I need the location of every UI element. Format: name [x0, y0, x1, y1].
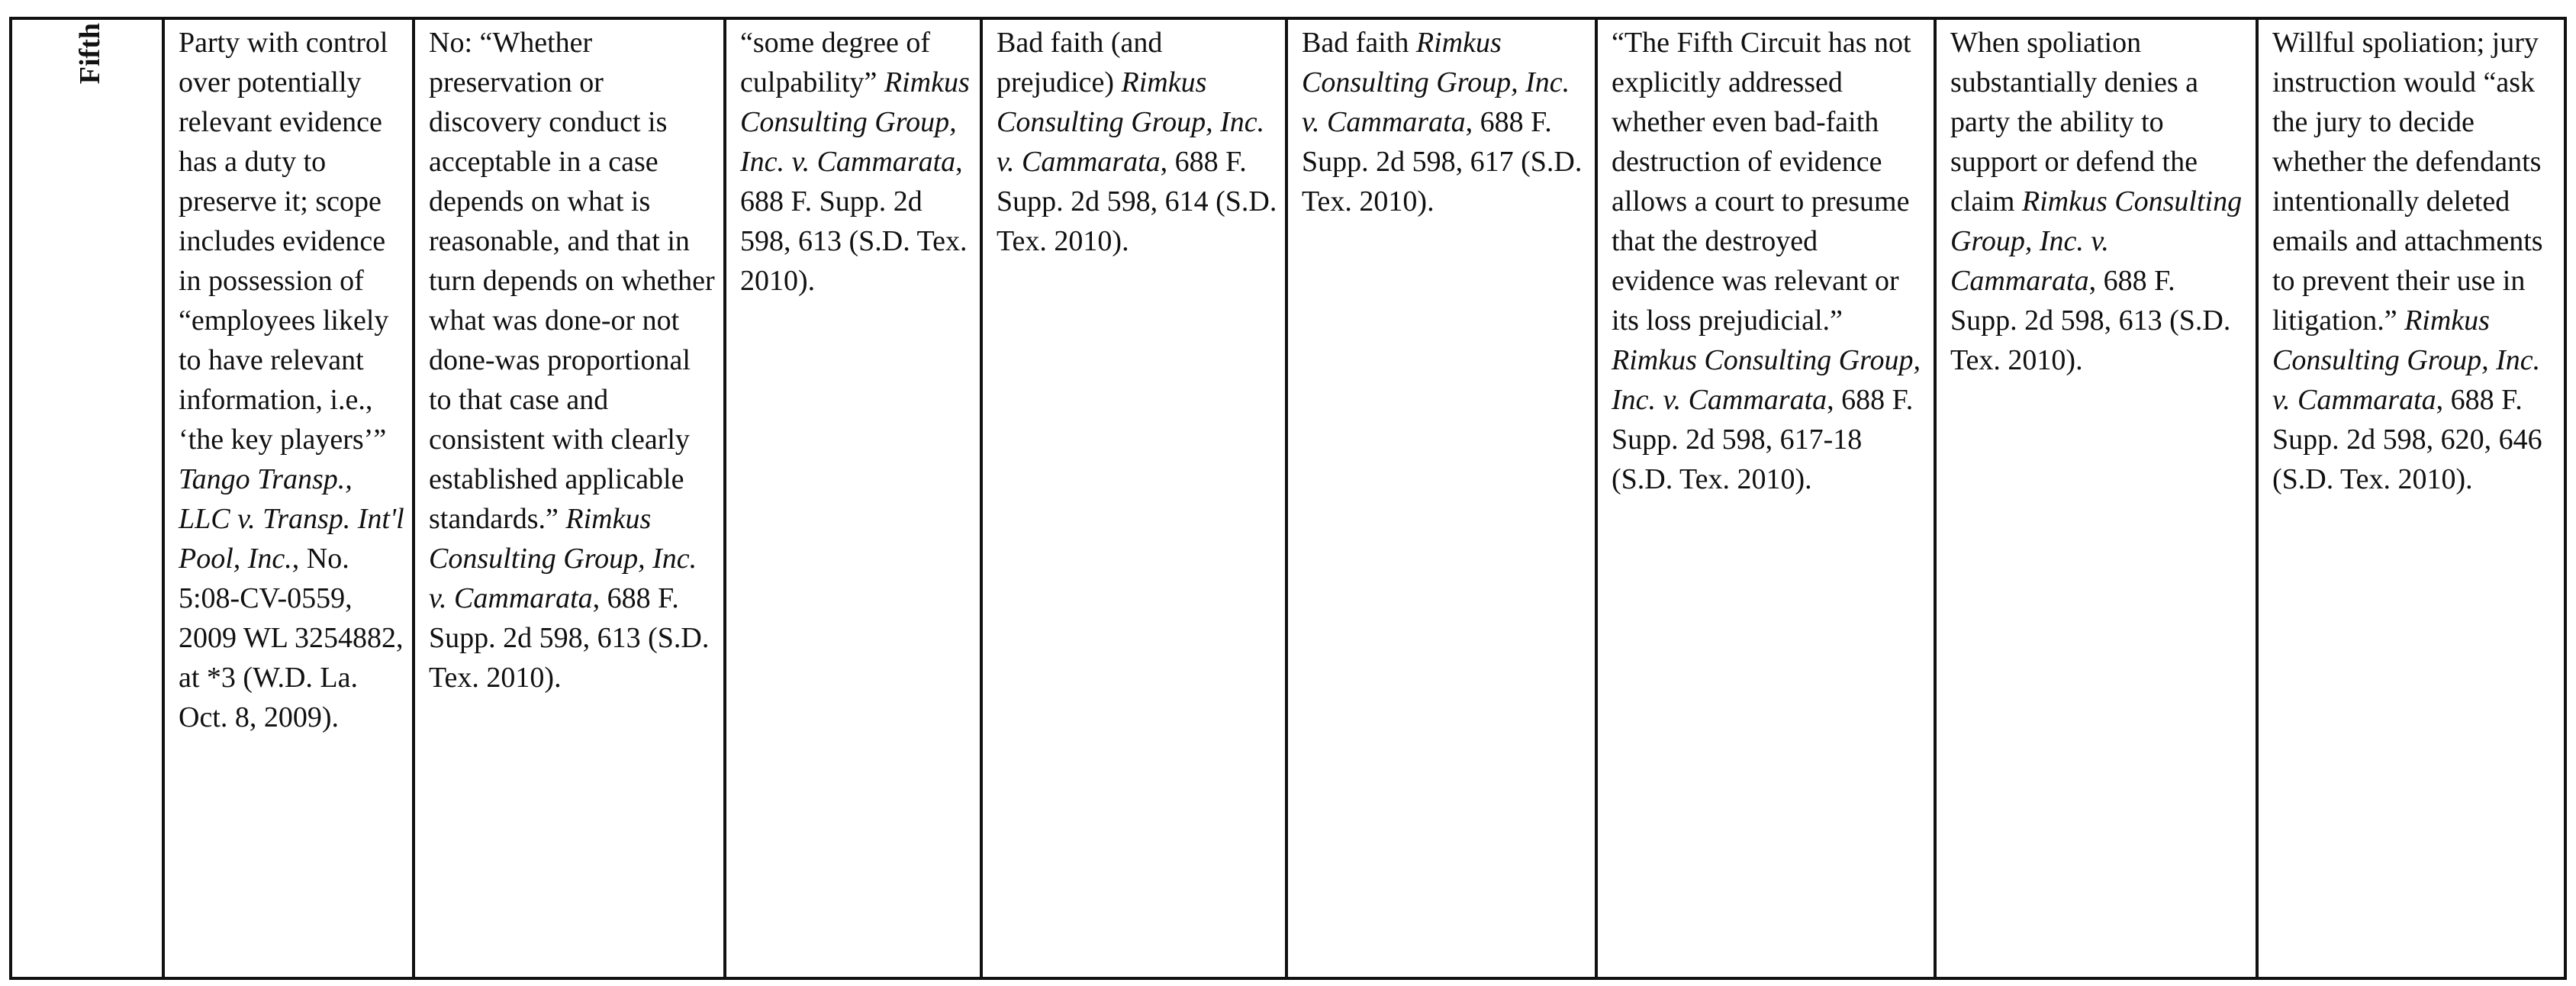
culpability-state-cell — [725, 18, 981, 978]
case-cite: , No. 5:08-CV-0559, 2009 WL 3254882, at *3 (W.D. La. Oct. 8, 2009). — [179, 543, 404, 733]
case-name: Rimkus Consulting Group, Inc. v. Cammarata — [1950, 185, 2243, 297]
case-cite: , 688 F. Supp. 2d 598, 613 (S.D. Tex. 2010). — [740, 146, 968, 297]
table-row — [11, 18, 2565, 978]
spoliation-table — [9, 17, 2567, 980]
case-cite: , 688 F. Supp. 2d 598, 613 (S.D. Tex. 2010). — [429, 582, 710, 694]
adverse-inference-culpability-text: Bad faith (and prejudice) Rimkus Consulting Group, Inc. v. Cammarata, 688 F. Supp. 2d 598, 614 (S.D. Tex. 2010). — [997, 27, 1277, 257]
duty-to-preserve-cell — [163, 18, 414, 978]
proportionality-text: No: “Whether preservation or discovery conduct is acceptable in a case depends on what is reasonable, and that in turn depends on whether what was done-or not done-was proportional to that case and consistent with clearly established applicable standards.” Rimkus Consulting Group, Inc. v. Cammarata, 688 F. Supp. 2d 598, 613 (S.D. Tex. 2010). — [429, 27, 715, 694]
example-sanction-cell — [2257, 18, 2565, 978]
case-name: Rimkus Consulting Group, Inc. v. Cammarata — [740, 66, 970, 178]
relevance-culpability-cell — [1286, 18, 1596, 978]
sanction-threshold-cell — [1935, 18, 2257, 978]
relevance-culpability-text: Bad faith Rimkus Consulting Group, Inc. v. Cammarata, 688 F. Supp. 2d 598, 617 (S.D. Tex. 2010). — [1302, 27, 1583, 218]
culpability-state-text: “some degree of culpability” Rimkus Consulting Group, Inc. v. Cammarata, 688 F. Supp. 2d 598, 613 (S.D. Tex. 2010). — [740, 27, 970, 297]
prejudice-presumption-text: “The Fifth Circuit has not explicitly addressed whether even bad-faith destruction of evidence allows a court to presume that the destroyed evidence was relevant or its loss prejudicial.” Rimkus Consulting Group, Inc. v. Cammarata, 688 F. Supp. 2d 598, 617-18 (S.D. Tex. 2010). — [1612, 27, 1921, 495]
case-cite: , 688 F. Supp. 2d 598, 620, 646 (S.D. Tex. 2010). — [2272, 384, 2542, 495]
case-cite: , 688 F. Supp. 2d 598, 613 (S.D. Tex. 2010). — [1950, 265, 2231, 376]
case-name: Rimkus Consulting Group, Inc. v. Cammarata — [1302, 27, 1570, 138]
sanction-threshold-text: When spoliation substantially denies a party the ability to support or defend the claim Rimkus Consulting Group, Inc. v. Cammarata, 688 F. Supp. 2d 598, 613 (S.D. Tex. 2010). — [1950, 27, 2243, 376]
example-sanction-text: Willful spoliation; jury instruction would “ask the jury to decide whether the defendants intentionally deleted emails and attachments to prevent their use in litigation.” Rimkus Consulting Group, Inc. v. Cammarata, 688 F. Supp. 2d 598, 620, 646 (S.D. Tex. 2010). — [2272, 27, 2543, 495]
prejudice-presumption-cell — [1596, 18, 1935, 978]
case-cite: , 688 F. Supp. 2d 598, 617-18 (S.D. Tex. 2010). — [1612, 384, 1914, 495]
proportionality-cell — [414, 18, 725, 978]
case-cite: , 688 F. Supp. 2d 598, 614 (S.D. Tex. 2010). — [997, 146, 1277, 257]
case-name: Rimkus Consulting Group, Inc. v. Cammarata — [2272, 304, 2541, 416]
circuit-cell — [11, 18, 163, 978]
case-name: Rimkus Consulting Group, Inc. v. Cammarata — [997, 66, 1265, 178]
case-name: Rimkus Consulting Group, Inc. v. Cammarata — [1612, 344, 1921, 416]
case-cite: , 688 F. Supp. 2d 598, 617 (S.D. Tex. 2010). — [1302, 106, 1583, 218]
duty-to-preserve-text: Party with control over potentially relevant evidence has a duty to preserve it; scope includes evidence in possession of “employees likely to have relevant information, i.e., ‘the key players’” Tango Transp., LLC v. Transp. Int'l Pool, Inc., No. 5:08-CV-0559, 2009 WL 3254882, at *3 (W.D. La. Oct. 8, 2009). — [179, 27, 404, 733]
adverse-inference-culpability-cell — [981, 18, 1286, 978]
case-name: Tango Transp., LLC v. Transp. Int'l Pool, Inc. — [179, 463, 404, 575]
case-name: Rimkus Consulting Group, Inc. v. Cammarata — [429, 503, 697, 614]
circuit-label: Fifth — [74, 23, 106, 85]
